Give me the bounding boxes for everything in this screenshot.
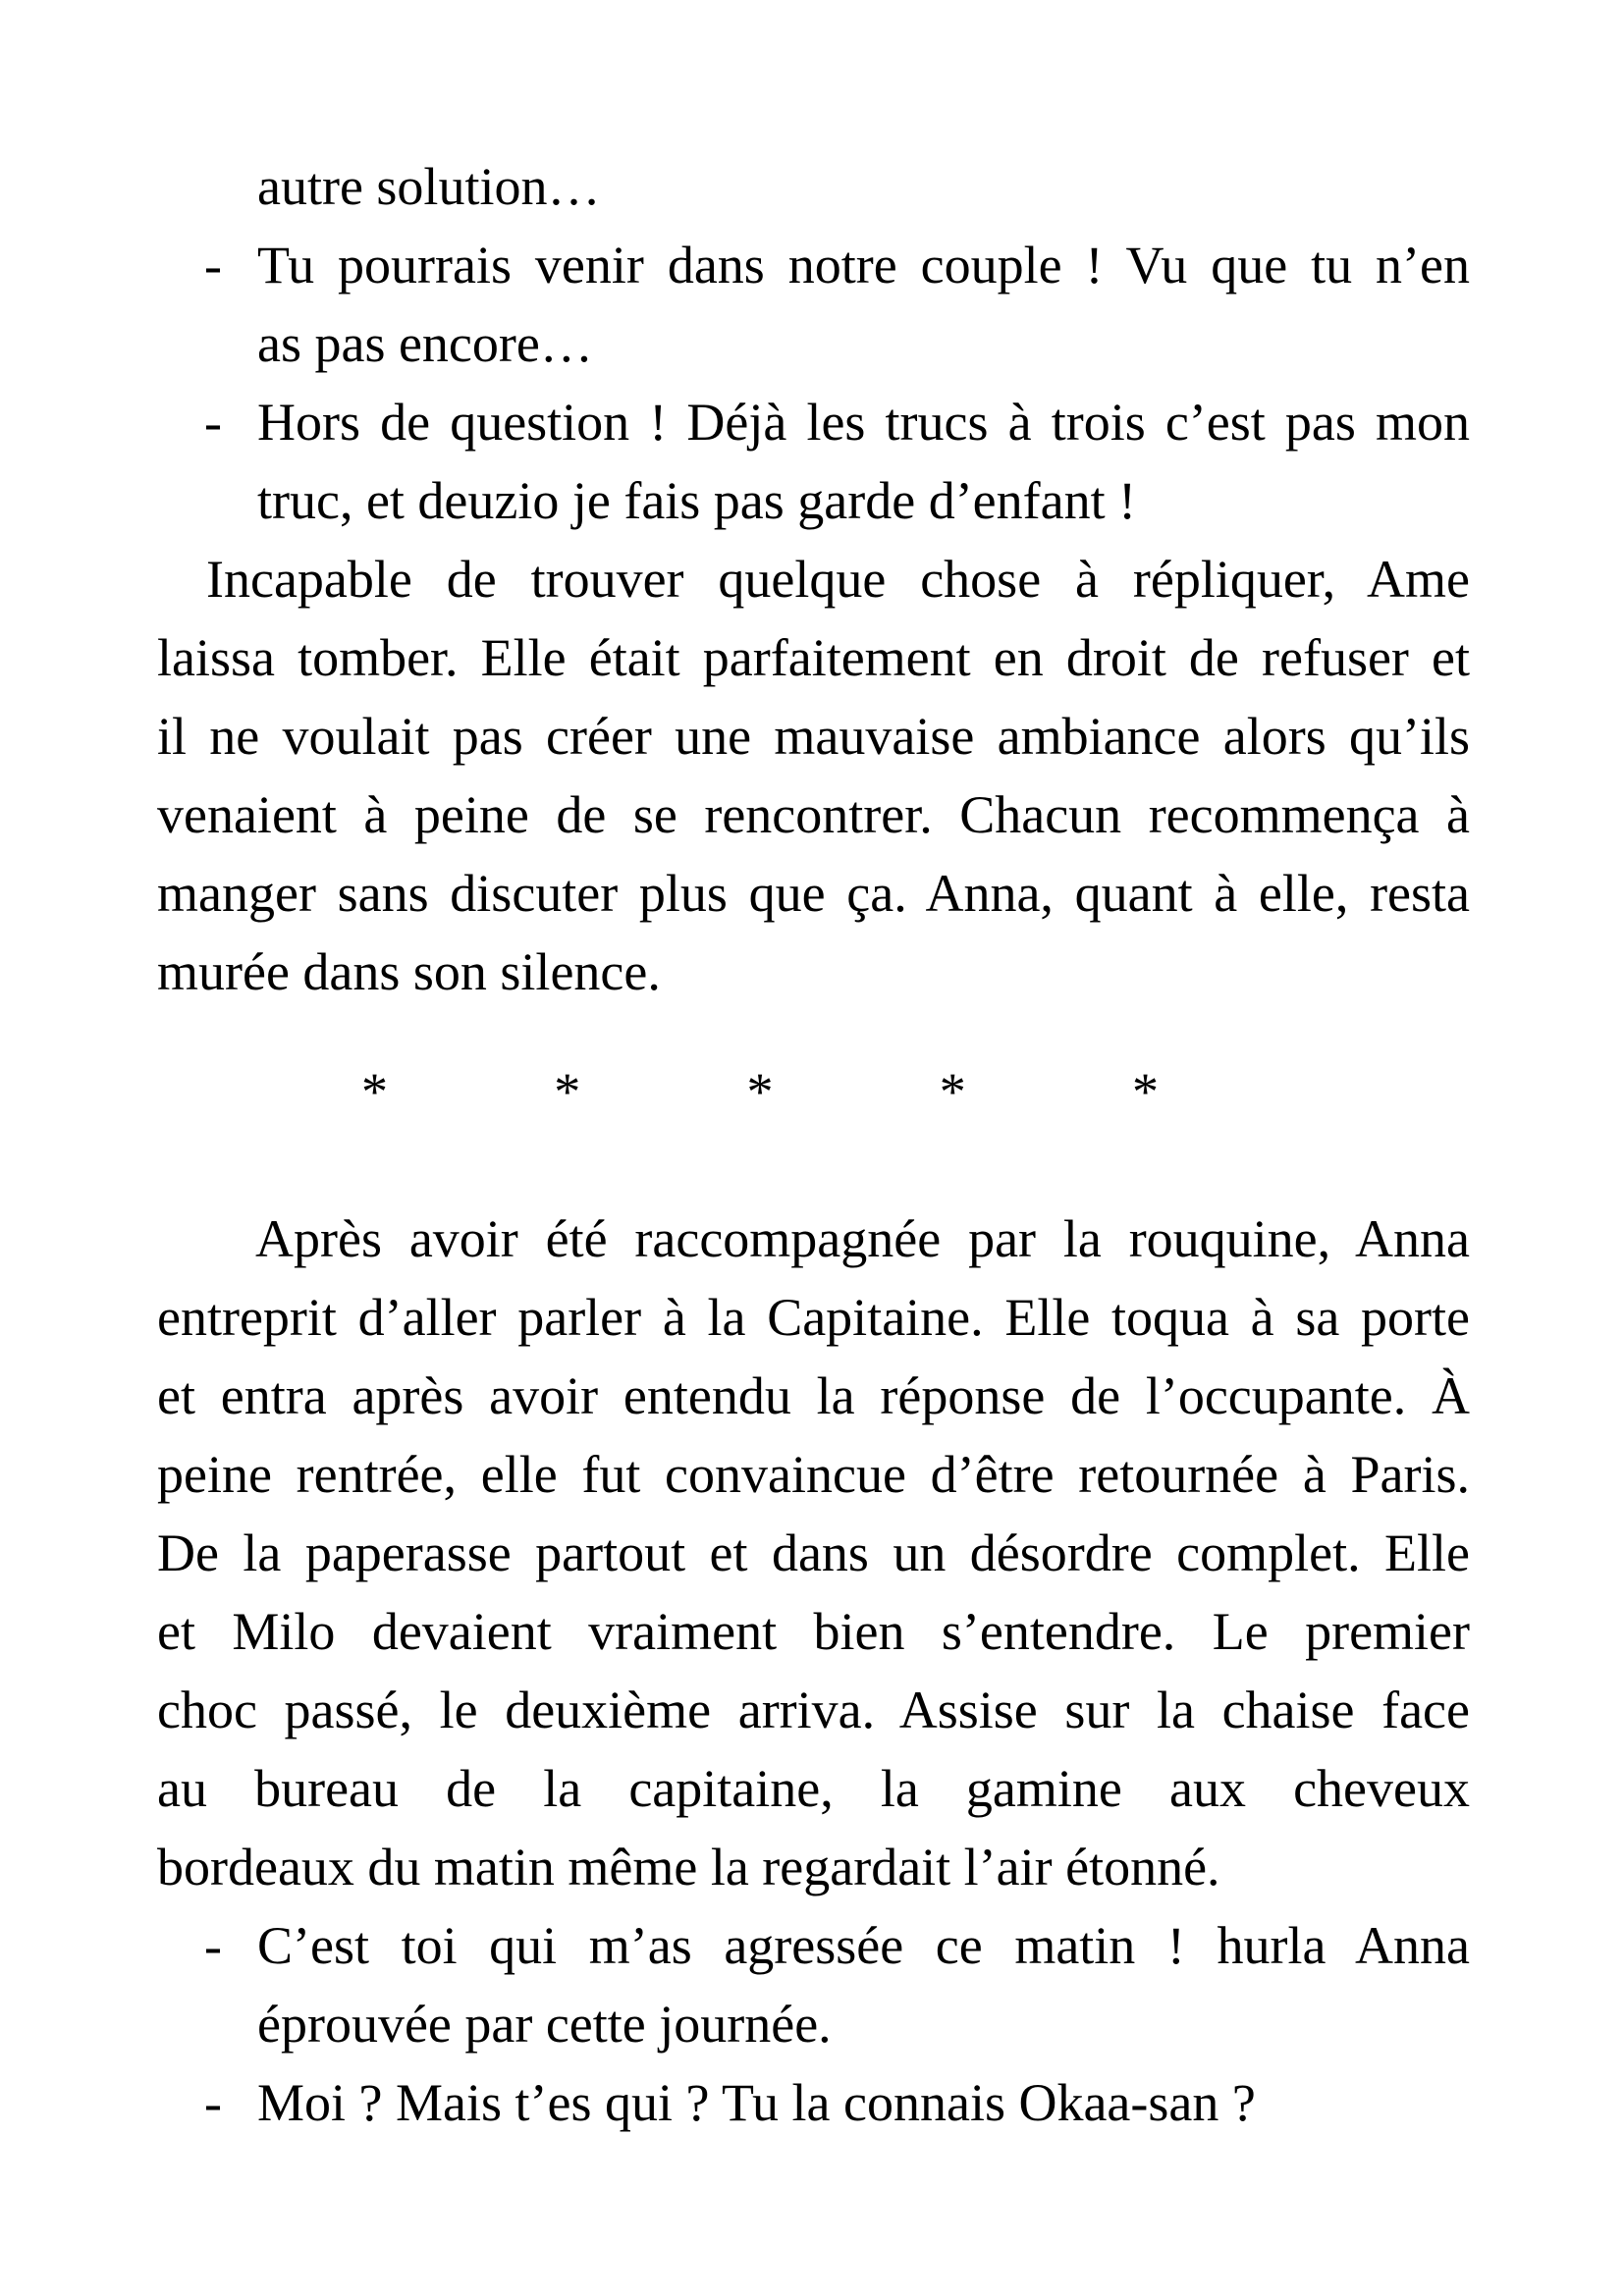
dialogue-item xyxy=(157,226,1470,383)
text-line: Tu pourrais venir dans notre couple ! Vu que tu n’en xyxy=(257,236,1470,294)
dialogue-item xyxy=(157,2063,1470,2142)
text-line: autre solution… xyxy=(257,157,601,216)
asterisk: * xyxy=(1132,1062,1159,1121)
text-line: laissa tomber. Elle était parfaitement en droit de refuser et xyxy=(157,628,1470,687)
text-line: Incapable de trouver quelque chose à répliquer, Ame xyxy=(206,550,1470,609)
dialogue-dash: - xyxy=(204,393,222,452)
paragraph xyxy=(157,540,1470,1011)
asterisk: * xyxy=(361,1062,388,1121)
dialogue-dash: - xyxy=(204,2073,222,2132)
text-line: truc, et deuzio je fais pas garde d’enfant ! xyxy=(257,471,1137,530)
text-line: il ne voulait pas créer une mauvaise ambiance alors qu’ils xyxy=(157,707,1470,766)
dialogue-item xyxy=(157,1906,1470,2063)
text-line: peine rentrée, elle fut convaincue d’être retournée à Paris. xyxy=(157,1445,1470,1504)
asterisk: * xyxy=(554,1062,581,1121)
text-line: De la paperasse partout et dans un désordre complet. Elle xyxy=(157,1523,1470,1582)
text-line: manger sans discuter plus que ça. Anna, quant à elle, resta xyxy=(157,864,1470,923)
asterisk: * xyxy=(746,1062,774,1121)
text-line: bordeaux du matin même la regardait l’air étonné. xyxy=(157,1838,1220,1896)
text-line: et Milo devaient vraiment bien s’entendre. Le premier xyxy=(157,1602,1470,1661)
text-line: murée dans son silence. xyxy=(157,942,661,1001)
text-line: et entra après avoir entendu la réponse de l’occupante. À xyxy=(157,1366,1470,1425)
paragraph xyxy=(157,1200,1470,1906)
text-line: Moi ? Mais t’es qui ? Tu la connais Okaa-san ? xyxy=(257,2073,1256,2132)
section-separator xyxy=(361,1052,1159,1131)
text-line: éprouvée par cette journée. xyxy=(257,1995,832,2054)
asterisk: * xyxy=(939,1062,966,1121)
text-line: venaient à peine de se rencontrer. Chacun recommença à xyxy=(157,785,1470,844)
dialogue-dash: - xyxy=(204,1916,222,1975)
text-line: Hors de question ! Déjà les trucs à trois c’est pas mon xyxy=(257,393,1470,452)
text-line: au bureau de la capitaine, la gamine aux cheveux xyxy=(157,1759,1470,1818)
paragraph-continuation xyxy=(157,147,1470,226)
text-line: Après avoir été raccompagnée par la rouquine, Anna xyxy=(255,1209,1470,1268)
dialogue-dash: - xyxy=(204,236,222,294)
text-line: choc passé, le deuxième arriva. Assise sur la chaise face xyxy=(157,1681,1470,1739)
text-line: C’est toi qui m’as agressée ce matin ! hurla Anna xyxy=(257,1916,1470,1975)
text-line: as pas encore… xyxy=(257,314,593,373)
text-line: entreprit d’aller parler à la Capitaine. Elle toqua à sa porte xyxy=(157,1288,1470,1347)
dialogue-item xyxy=(157,383,1470,540)
